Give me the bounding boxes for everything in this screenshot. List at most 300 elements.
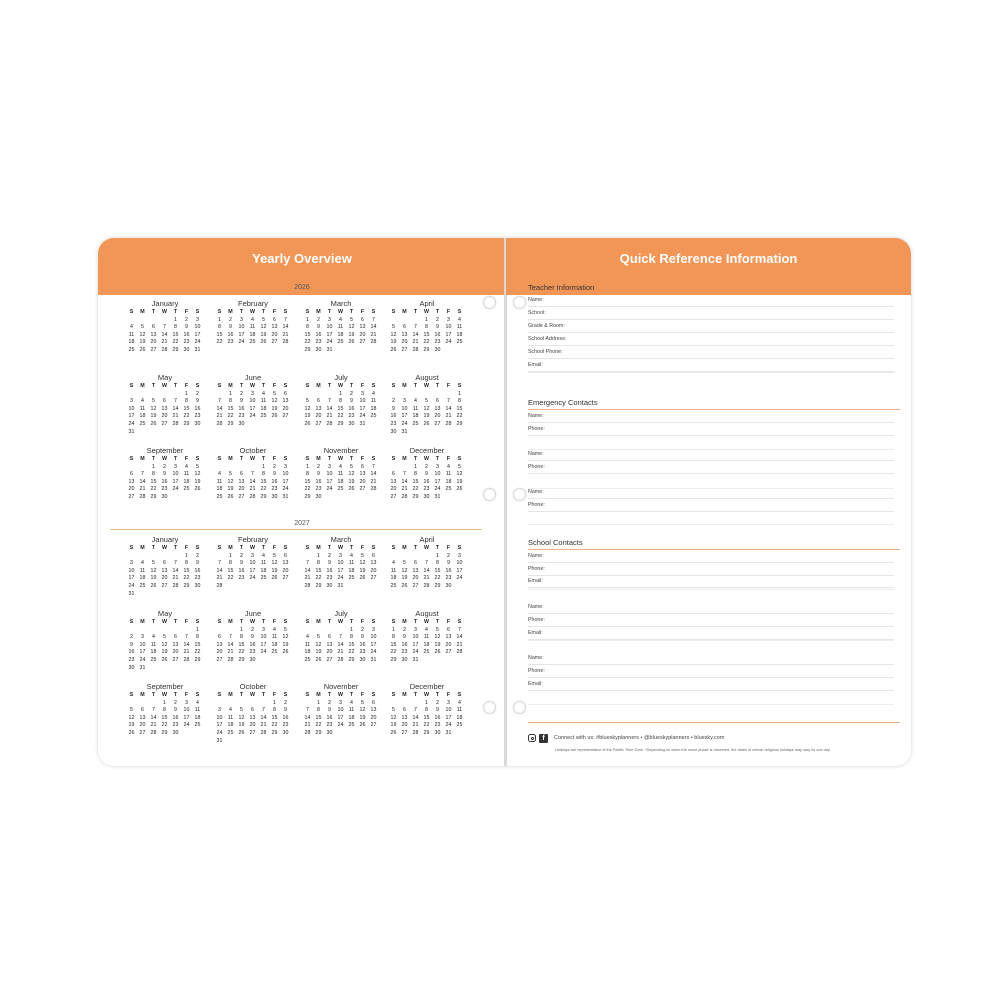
day-cell xyxy=(346,583,357,591)
weekday-label: M xyxy=(228,545,233,551)
day-cell: 21 xyxy=(216,413,223,420)
day-cell: 19 xyxy=(348,478,355,485)
day-cell xyxy=(126,391,137,399)
day-cell: 17 xyxy=(139,649,146,656)
day-cell xyxy=(443,494,454,502)
day-cell: 1 xyxy=(436,552,439,559)
day-cell: 20 xyxy=(128,486,135,493)
day-cell: 11 xyxy=(348,560,355,567)
calendar-grid xyxy=(214,383,292,429)
day-cell: 26 xyxy=(128,729,135,736)
day-cell: 22 xyxy=(423,339,430,346)
day-cell: 6 xyxy=(403,707,406,714)
day-cell: 21 xyxy=(183,649,190,656)
day-cell xyxy=(148,665,159,673)
day-cell: 5 xyxy=(458,463,461,470)
blank-line[interactable] xyxy=(528,371,894,373)
day-cell: 11 xyxy=(216,478,223,485)
day-cell: 30 xyxy=(326,729,333,736)
month-february-2026 xyxy=(214,299,292,347)
day-cell: 26 xyxy=(359,575,366,582)
form-field-phone[interactable] xyxy=(528,665,894,678)
month-name: November xyxy=(323,446,359,455)
day-cell: 4 xyxy=(350,552,353,559)
day-cell: 2 xyxy=(350,390,353,397)
day-cell xyxy=(126,627,137,635)
day-cell xyxy=(258,700,269,708)
day-cell: 29 xyxy=(150,493,157,500)
month-november-2026 xyxy=(302,446,380,502)
day-cell: 29 xyxy=(315,582,322,589)
day-cell: 9 xyxy=(350,398,353,405)
day-cell: 13 xyxy=(139,714,146,721)
weekday-label: F xyxy=(360,383,365,389)
day-cell: 29 xyxy=(390,656,397,663)
day-cell: 31 xyxy=(139,664,146,671)
day-cell: 17 xyxy=(238,331,245,338)
weekday-label: W xyxy=(162,456,167,462)
day-cell xyxy=(148,591,159,599)
day-cell: 15 xyxy=(423,331,430,338)
day-cell: 24 xyxy=(260,649,267,656)
day-cell: 23 xyxy=(434,722,441,729)
day-cell: 5 xyxy=(141,324,144,331)
weekday-label: T xyxy=(239,456,244,462)
day-cell: 2 xyxy=(251,626,254,633)
day-cell: 18 xyxy=(216,486,223,493)
day-cell: 25 xyxy=(260,575,267,582)
day-cell: 5 xyxy=(196,463,199,470)
day-cell: 27 xyxy=(172,656,179,663)
instagram-icon[interactable] xyxy=(528,734,536,742)
day-cell: 7 xyxy=(403,471,406,478)
day-cell: 4 xyxy=(339,316,342,323)
field-label: School Phone: xyxy=(528,349,563,355)
day-cell: 25 xyxy=(423,649,430,656)
form-field-school[interactable] xyxy=(528,307,894,320)
day-cell: 2 xyxy=(361,626,364,633)
day-cell: 27 xyxy=(445,649,452,656)
day-cell: 16 xyxy=(238,405,245,412)
form-field-name[interactable] xyxy=(528,486,894,499)
day-cell: 29 xyxy=(456,420,463,427)
binder-hole xyxy=(483,488,496,501)
day-cell xyxy=(388,391,399,399)
day-cell: 24 xyxy=(412,649,419,656)
day-cell xyxy=(432,391,443,399)
day-cell: 29 xyxy=(348,656,355,663)
day-cell: 31 xyxy=(216,737,223,744)
form-field-name[interactable] xyxy=(528,550,894,563)
day-cell: 1 xyxy=(317,699,320,706)
day-cell: 26 xyxy=(271,575,278,582)
day-cell: 27 xyxy=(401,346,408,353)
month-name: August xyxy=(415,373,439,382)
day-cell: 30 xyxy=(161,493,168,500)
day-cell: 26 xyxy=(282,649,289,656)
day-cell: 15 xyxy=(423,714,430,721)
form-field-phone[interactable] xyxy=(528,461,894,474)
day-cell: 30 xyxy=(359,656,366,663)
day-cell: 31 xyxy=(326,346,333,353)
day-cell: 22 xyxy=(183,413,190,420)
weekday-label: T xyxy=(327,383,332,389)
day-cell: 26 xyxy=(227,493,234,500)
weekday-label: M xyxy=(316,383,321,389)
day-cell xyxy=(181,591,192,599)
day-cell: 22 xyxy=(227,413,234,420)
day-cell xyxy=(454,429,465,437)
month-february-2027 xyxy=(214,535,292,591)
day-cell xyxy=(258,421,269,429)
day-cell: 23 xyxy=(238,575,245,582)
day-cell: 2 xyxy=(436,699,439,706)
form-field-phone[interactable] xyxy=(528,499,894,512)
day-cell: 4 xyxy=(306,634,309,641)
field-label: Name: xyxy=(528,413,544,419)
day-cell: 19 xyxy=(139,339,146,346)
day-cell: 2 xyxy=(317,463,320,470)
day-cell: 21 xyxy=(282,331,289,338)
weekday-label: S xyxy=(371,545,376,551)
day-cell: 22 xyxy=(390,649,397,656)
day-cell: 7 xyxy=(306,560,309,567)
form-field-name[interactable] xyxy=(528,652,894,665)
day-cell: 24 xyxy=(238,339,245,346)
calendar-grid xyxy=(388,619,466,665)
day-cell: 16 xyxy=(434,331,441,338)
day-cell: 25 xyxy=(271,649,278,656)
month-september-2027 xyxy=(126,682,204,738)
day-cell: 18 xyxy=(249,331,256,338)
day-cell: 4 xyxy=(251,316,254,323)
day-cell: 30 xyxy=(282,729,289,736)
weekday-label: T xyxy=(261,692,266,698)
day-cell: 3 xyxy=(372,626,375,633)
day-cell: 25 xyxy=(260,413,267,420)
day-cell: 18 xyxy=(260,567,267,574)
day-cell: 4 xyxy=(414,398,417,405)
day-cell: 9 xyxy=(436,324,439,331)
day-cell: 31 xyxy=(337,582,344,589)
day-cell: 20 xyxy=(326,649,333,656)
weekday-label: T xyxy=(239,692,244,698)
day-cell: 29 xyxy=(412,493,419,500)
day-cell: 26 xyxy=(260,339,267,346)
day-cell: 27 xyxy=(401,729,408,736)
day-cell: 14 xyxy=(326,405,333,412)
day-cell: 3 xyxy=(130,560,133,567)
day-cell xyxy=(324,494,335,502)
day-cell xyxy=(159,627,170,635)
form-field-schoolphone[interactable] xyxy=(528,346,894,359)
weekday-label: M xyxy=(402,309,407,315)
weekday-label: S xyxy=(195,309,200,315)
weekday-label: T xyxy=(327,545,332,551)
day-cell xyxy=(214,553,225,561)
day-cell: 28 xyxy=(370,339,377,346)
day-cell: 8 xyxy=(436,560,439,567)
month-name: January xyxy=(151,299,179,308)
form-field-email[interactable] xyxy=(528,678,894,691)
weekday-label: W xyxy=(162,692,167,698)
day-cell: 21 xyxy=(337,649,344,656)
calendar-grid xyxy=(302,545,380,591)
day-cell: 24 xyxy=(128,420,135,427)
day-cell: 9 xyxy=(425,471,428,478)
day-cell: 16 xyxy=(227,331,234,338)
day-cell: 11 xyxy=(271,634,278,641)
day-cell: 8 xyxy=(392,634,395,641)
day-cell: 18 xyxy=(348,567,355,574)
day-cell: 20 xyxy=(282,405,289,412)
blank-line[interactable] xyxy=(528,588,894,590)
day-cell: 27 xyxy=(315,420,322,427)
day-cell: 5 xyxy=(392,324,395,331)
day-cell: 16 xyxy=(271,478,278,485)
day-cell: 14 xyxy=(216,567,223,574)
day-cell xyxy=(399,391,410,399)
day-cell: 20 xyxy=(401,722,408,729)
day-cell xyxy=(247,738,258,746)
day-cell: 21 xyxy=(412,339,419,346)
day-cell xyxy=(280,583,291,591)
day-cell: 17 xyxy=(249,567,256,574)
day-cell: 24 xyxy=(326,339,333,346)
form-field-name[interactable] xyxy=(528,601,894,614)
weekday-label: M xyxy=(228,383,233,389)
day-cell: 17 xyxy=(337,714,344,721)
weekday-label: W xyxy=(250,692,255,698)
day-cell: 1 xyxy=(425,699,428,706)
day-cell: 26 xyxy=(348,339,355,346)
day-cell: 24 xyxy=(359,413,366,420)
day-cell: 4 xyxy=(141,560,144,567)
day-cell: 31 xyxy=(128,590,135,597)
day-cell xyxy=(192,730,203,738)
form-field-email[interactable] xyxy=(528,575,894,588)
day-cell: 13 xyxy=(412,567,419,574)
month-name: July xyxy=(334,609,348,618)
day-cell xyxy=(269,421,280,429)
day-cell: 4 xyxy=(262,552,265,559)
day-cell: 29 xyxy=(304,346,311,353)
day-cell: 25 xyxy=(456,339,463,346)
day-cell: 31 xyxy=(128,428,135,435)
day-cell: 14 xyxy=(304,567,311,574)
day-cell: 7 xyxy=(218,398,221,405)
weekday-label: F xyxy=(446,692,451,698)
month-name: April xyxy=(419,299,435,308)
day-cell: 13 xyxy=(282,398,289,405)
day-cell: 11 xyxy=(260,560,267,567)
day-cell: 17 xyxy=(412,641,419,648)
weekday-label: S xyxy=(391,456,396,462)
day-cell: 4 xyxy=(425,626,428,633)
day-cell: 19 xyxy=(271,567,278,574)
facebook-icon[interactable]: f xyxy=(539,734,548,743)
day-cell: 4 xyxy=(339,463,342,470)
weekday-label: F xyxy=(360,692,365,698)
weekday-label: S xyxy=(283,456,288,462)
field-label: Name: xyxy=(528,489,544,495)
day-cell: 23 xyxy=(434,339,441,346)
day-cell: 27 xyxy=(216,656,223,663)
day-cell: 10 xyxy=(282,471,289,478)
form-field-schooladdress[interactable] xyxy=(528,333,894,346)
day-cell: 12 xyxy=(150,567,157,574)
day-cell xyxy=(236,583,247,591)
weekday-label: F xyxy=(360,619,365,625)
form-field-graderoom[interactable] xyxy=(528,320,894,333)
day-cell xyxy=(170,553,181,561)
day-cell xyxy=(181,429,192,437)
year-divider xyxy=(110,529,482,530)
weekday-label: S xyxy=(305,545,310,551)
day-cell: 11 xyxy=(337,324,344,331)
form-field-phone[interactable] xyxy=(528,614,894,627)
weekday-label: T xyxy=(435,309,440,315)
day-cell: 3 xyxy=(218,707,221,714)
day-cell: 13 xyxy=(326,641,333,648)
form-field-name[interactable] xyxy=(528,410,894,423)
day-cell: 28 xyxy=(326,420,333,427)
day-cell: 15 xyxy=(304,331,311,338)
day-cell: 23 xyxy=(194,575,201,582)
day-cell: 30 xyxy=(271,493,278,500)
day-cell: 22 xyxy=(227,575,234,582)
day-cell: 21 xyxy=(370,331,377,338)
day-cell: 10 xyxy=(183,707,190,714)
day-cell xyxy=(181,494,192,502)
weekday-label: M xyxy=(402,692,407,698)
day-cell: 23 xyxy=(445,575,452,582)
year-2026-label: 2026 xyxy=(294,284,310,291)
day-cell: 11 xyxy=(456,707,463,714)
day-cell: 30 xyxy=(128,664,135,671)
weekday-label: T xyxy=(327,456,332,462)
blank-line[interactable] xyxy=(528,703,894,705)
day-cell: 27 xyxy=(359,486,366,493)
weekday-label: T xyxy=(327,309,332,315)
day-cell: 7 xyxy=(339,634,342,641)
day-cell: 28 xyxy=(445,420,452,427)
day-cell xyxy=(214,391,225,399)
day-cell: 25 xyxy=(412,420,419,427)
day-cell: 12 xyxy=(359,707,366,714)
day-cell: 8 xyxy=(306,471,309,478)
day-cell xyxy=(214,464,225,472)
day-cell: 27 xyxy=(150,346,157,353)
weekday-label: S xyxy=(371,309,376,315)
weekday-label: W xyxy=(338,619,343,625)
day-cell: 20 xyxy=(370,567,377,574)
day-cell: 18 xyxy=(337,331,344,338)
day-cell: 5 xyxy=(152,398,155,405)
day-cell xyxy=(225,583,236,591)
day-cell: 7 xyxy=(141,471,144,478)
day-cell: 10 xyxy=(370,634,377,641)
month-july-2027 xyxy=(302,609,380,665)
day-cell: 28 xyxy=(423,582,430,589)
weekday-label: F xyxy=(360,545,365,551)
weekday-label: F xyxy=(446,545,451,551)
day-cell: 15 xyxy=(271,714,278,721)
weekday-label: F xyxy=(360,309,365,315)
day-cell: 18 xyxy=(183,478,190,485)
day-cell: 26 xyxy=(390,346,397,353)
blank-line[interactable] xyxy=(528,639,894,641)
day-cell: 27 xyxy=(249,729,256,736)
day-cell: 23 xyxy=(390,420,397,427)
weekday-label: T xyxy=(327,619,332,625)
day-cell: 7 xyxy=(306,707,309,714)
month-name: October xyxy=(239,446,267,455)
day-cell xyxy=(454,657,465,665)
weekday-label: S xyxy=(371,692,376,698)
form-field-phone[interactable] xyxy=(528,423,894,436)
day-cell: 21 xyxy=(139,486,146,493)
day-cell: 18 xyxy=(128,339,135,346)
day-cell: 23 xyxy=(282,722,289,729)
day-cell: 2 xyxy=(447,552,450,559)
day-cell: 16 xyxy=(434,714,441,721)
day-cell xyxy=(399,553,410,561)
day-cell: 5 xyxy=(306,398,309,405)
form-field-name[interactable] xyxy=(528,294,894,307)
weekday-label: W xyxy=(250,456,255,462)
day-cell: 10 xyxy=(445,324,452,331)
day-cell: 21 xyxy=(423,575,430,582)
weekday-label: F xyxy=(184,309,189,315)
day-cell: 18 xyxy=(348,714,355,721)
day-cell: 28 xyxy=(337,656,344,663)
day-cell xyxy=(148,627,159,635)
day-cell: 9 xyxy=(436,707,439,714)
day-cell: 30 xyxy=(326,582,333,589)
day-cell: 15 xyxy=(412,478,419,485)
day-cell: 9 xyxy=(317,324,320,331)
day-cell: 1 xyxy=(262,463,265,470)
day-cell: 15 xyxy=(183,567,190,574)
day-cell: 23 xyxy=(359,649,366,656)
day-cell: 5 xyxy=(436,626,439,633)
day-cell: 17 xyxy=(359,405,366,412)
weekday-label: S xyxy=(391,309,396,315)
day-cell xyxy=(335,627,346,635)
day-cell: 7 xyxy=(262,707,265,714)
day-cell: 10 xyxy=(337,560,344,567)
day-cell: 29 xyxy=(238,656,245,663)
form-field-name[interactable] xyxy=(528,448,894,461)
day-cell: 19 xyxy=(359,714,366,721)
weekday-label: T xyxy=(349,309,354,315)
blank-line[interactable] xyxy=(528,523,894,525)
day-cell xyxy=(443,347,454,355)
day-cell: 20 xyxy=(282,567,289,574)
weekday-label: W xyxy=(162,383,167,389)
binder-hole xyxy=(513,488,526,501)
day-cell: 15 xyxy=(216,331,223,338)
day-cell: 15 xyxy=(315,714,322,721)
weekday-label: M xyxy=(316,619,321,625)
day-cell: 27 xyxy=(326,656,333,663)
day-cell: 30 xyxy=(183,346,190,353)
month-name: October xyxy=(239,682,267,691)
day-cell: 18 xyxy=(194,714,201,721)
day-cell xyxy=(181,665,192,673)
field-label: Email: xyxy=(528,578,543,584)
